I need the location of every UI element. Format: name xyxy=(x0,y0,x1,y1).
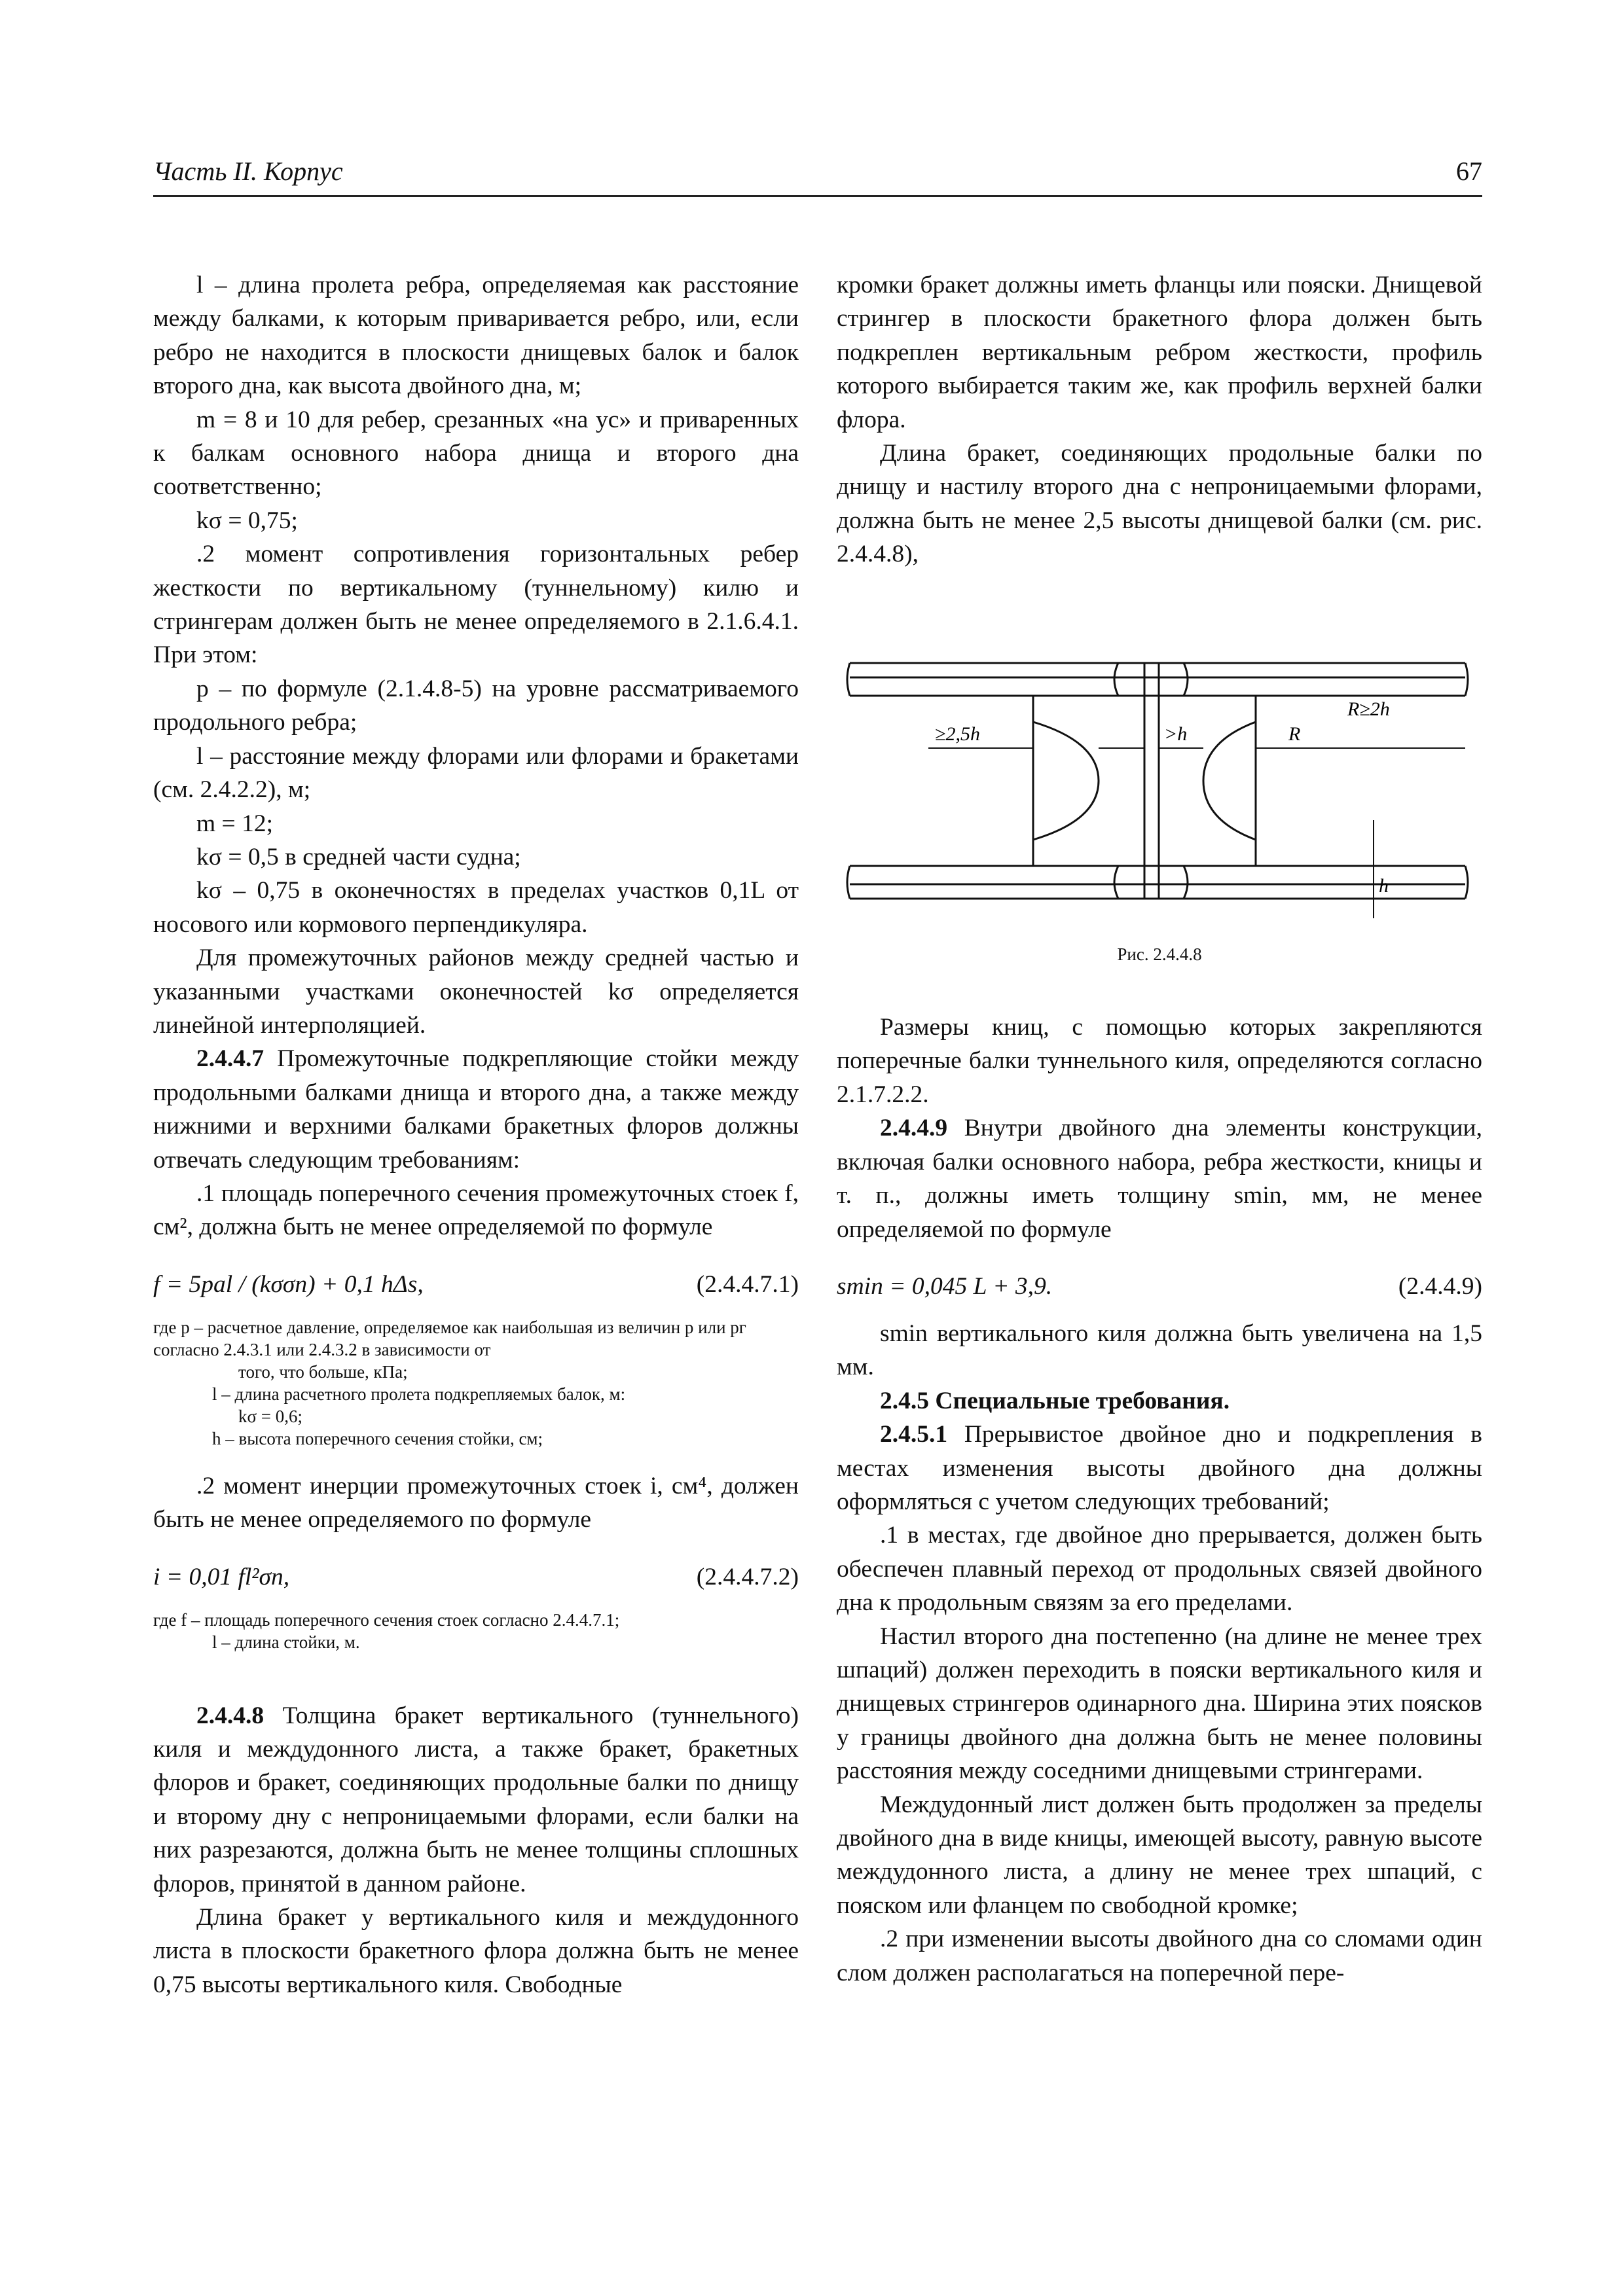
formula-expression: f = 5pal / (kσσn) + 0,1 hΔs, xyxy=(153,1270,424,1298)
left-bracket-edge xyxy=(1033,696,1099,866)
paragraph: .2 момент сопротивления горизонтальных ребер жесткости по вертикальному (туннельному) килю и стрингерам должен быть не менее определяемого в 2.1.6.4.1. При этом: xyxy=(153,541,799,669)
paragraph: l – расстояние между флорами или флорами и бракетами (см. 2.4.2.2), м; xyxy=(153,742,799,804)
paragraph: .1 площадь поперечного сечения промежуточных стоек f, см², должна быть не менее определяемой по формуле xyxy=(153,1179,799,1241)
header-title: Часть II. Корпус xyxy=(153,156,343,186)
legend-line: h – высота поперечного сечения стойки, см; xyxy=(212,1428,543,1448)
label-gap: >h xyxy=(1164,723,1188,745)
cut-notch xyxy=(1184,866,1188,899)
paragraph-2-4-4-8 xyxy=(153,1699,799,1901)
break-line xyxy=(1465,663,1468,696)
paragraph-text: Внутри двойного дна элементы конструкции, включая балки основного набора, ребра жесткости, кницы и т. п., должны иметь толщину smin, мм, не менее определяемой по формуле xyxy=(837,1115,1483,1243)
section-number: 2.4.4.9 xyxy=(880,1115,948,1142)
cut-notch xyxy=(1114,866,1118,899)
label-radius: R xyxy=(1288,723,1301,745)
formula-expression: i = 0,01 fl²σn, xyxy=(153,1563,290,1590)
legend-line: где p – расчетное давление, определяемое как наибольшая из величин p или pг согласно 2.4.3.1 или 2.4.3.2 в зависимости от xyxy=(153,1317,746,1359)
break-line xyxy=(847,663,850,696)
paragraph-text: Промежуточные подкрепляющие стойки между продольными балками днища и второго дна, а также между нижними и верхними балками бракетных флоров должны отвечать следующим требованиям: xyxy=(153,1045,799,1174)
paragraph: .2 при изменении высоты двойного дна со сломами один слом должен располагаться на поперечной пере- xyxy=(837,1926,1482,1986)
paragraph: Длина бракет у вертикального киля и междудонного листа в плоскости бракетного флора должна быть не менее 0,75 высоты вертикального киля. Свободные xyxy=(153,1904,799,1998)
paragraph: kσ – 0,75 в оконечностях в пределах участков 0,1L от носового или кормового перпендикуляра. xyxy=(153,877,799,938)
paragraph-text: Прерывистое двойное дно и подкрепления в местах изменения высоты двойного дна должны оформляться с учетом следующих требований; xyxy=(837,1421,1482,1515)
paragraph: .2 момент инерции промежуточных стоек i, см⁴, должен быть не менее определяемого по формуле xyxy=(153,1472,799,1534)
paragraph: Междудонный лист должен быть продолжен за пределы двойного дна в виде кницы, имеющей высоту, равную высоте междудонного листа, а длину не менее трех шпаций, с пояском или фланцем по свободной кромке; xyxy=(837,1791,1482,1919)
running-header xyxy=(153,156,1482,197)
paragraph: l – длина пролета ребра, определяемая как расстояние между балками, к которым приваривается ребро, или, если ребро не находится в плоскости днищевых балок и балок второго дна, как высота двойного дна, м; xyxy=(153,272,799,400)
paragraph: кромки бракет должны иметь фланцы или пояски. Днищевой стрингер в плоскости бракетного флора должен быть подкреплен вертикальным ребром жесткости, профиль которого выбирается таким же, как профиль верхней балки флора. xyxy=(837,272,1482,433)
legend-line: l – длина расчетного пролета подкрепляемых балок, м: xyxy=(212,1384,626,1404)
label-height: h xyxy=(1379,874,1389,897)
cut-notch xyxy=(1114,663,1118,696)
break-line xyxy=(847,866,850,899)
figure-2-4-4-8 xyxy=(837,650,1482,938)
paragraph: Размеры книц, с помощью которых закрепляются поперечные балки туннельного киля, определяются согласно 2.1.7.2.2. xyxy=(837,1014,1482,1108)
paragraph: Для промежуточных районов между средней частью и указанными участками оконечностей kσ определяется линейной интерполяцией. xyxy=(153,944,799,1039)
figure-caption: Рис. 2.4.4.8 xyxy=(1117,944,1202,964)
formula-2-4-4-7-1 xyxy=(153,1268,799,1302)
paragraph: Настил второго дна постепенно (на длине не менее трех шпаций) должен переходить в пояски вертикального киля и днищевых стрингеров одинарного дна. Ширина этих поясков у границы двойного дна должна быть не менее половины расстояния между соседними днищевыми стрингерами. xyxy=(837,1623,1482,1785)
paragraph-text: Толщина бракет вертикального (туннельного) киля и междудонного листа, а также бракет, бракетных флоров и бракет, соединяющих продольные балки по днищу и второму дну с непроницаемыми флорами, если балки на них разрезаются, должна быть не менее толщины сплошных флоров, принятой в данном районе. xyxy=(153,1702,799,1897)
paragraph-2-4-4-7 xyxy=(153,1042,799,1177)
paragraph: .1 в местах, где двойное дно прерывается, должен быть обеспечен плавный переход от продольных связей двойного дна к продольным связям за его пределами. xyxy=(837,1522,1482,1617)
formula-legend xyxy=(153,1609,799,1653)
right-column xyxy=(837,268,1482,1990)
legend-line: l – длина стойки, м. xyxy=(212,1632,360,1652)
paragraph: kσ = 0,5 в средней части судна; xyxy=(196,843,521,870)
formula-number: (2.4.4.9) xyxy=(1398,1272,1482,1300)
paragraph-2-4-5-1 xyxy=(837,1418,1482,1518)
section-number: 2.4.4.8 xyxy=(196,1702,264,1729)
formula-2-4-4-7-2 xyxy=(153,1560,799,1594)
paragraph: p – по формуле (2.1.4.8-5) на уровне рассматриваемого продольного ребра; xyxy=(153,675,799,736)
formula-number: (2.4.4.7.2) xyxy=(696,1563,799,1590)
right-bracket-edge xyxy=(1203,696,1256,866)
left-column xyxy=(153,268,799,2001)
formula-expression: smin = 0,045 L + 3,9. xyxy=(837,1272,1053,1300)
legend-line: того, что больше, кПа; xyxy=(238,1361,408,1382)
paragraph: m = 8 и 10 для ребер, срезанных «на ус» и приваренных к балкам основного набора днища и второго дна соответственно; xyxy=(153,406,799,501)
section-heading-2-4-5 xyxy=(837,1384,1482,1418)
paragraph-2-4-4-9 xyxy=(837,1111,1482,1246)
legend-line: kσ = 0,6; xyxy=(238,1406,303,1426)
formula-2-4-4-9 xyxy=(837,1270,1482,1304)
bracket-drawing xyxy=(837,650,1482,938)
paragraph: kσ = 0,75; xyxy=(196,507,298,534)
section-number: 2.4.5.1 xyxy=(880,1421,948,1448)
label-min-length: ≥2,5h xyxy=(935,723,980,745)
break-line xyxy=(1465,866,1468,899)
paragraph: smin вертикального киля должна быть увеличена на 1,5 мм. xyxy=(837,1319,1482,1381)
paragraph: Длина бракет, соединяющих продольные балки по днищу и настилу второго дна с непроницаемыми флорами, должна быть не менее 2,5 высоты днищевой балки (см. рис. 2.4.4.8), xyxy=(837,440,1482,568)
formula-legend xyxy=(153,1316,799,1450)
paragraph: m = 12; xyxy=(196,810,273,837)
cut-notch xyxy=(1184,663,1188,696)
page-number: 67 xyxy=(1456,156,1482,186)
formula-number: (2.4.4.7.1) xyxy=(696,1270,799,1298)
legend-line: где f – площадь поперечного сечения стоек согласно 2.4.4.7.1; xyxy=(153,1609,620,1630)
label-radius-min: R≥2h xyxy=(1347,698,1390,720)
section-number: 2.4.4.7 xyxy=(196,1045,264,1073)
section-heading: 2.4.5 Специальные требования. xyxy=(880,1387,1230,1414)
